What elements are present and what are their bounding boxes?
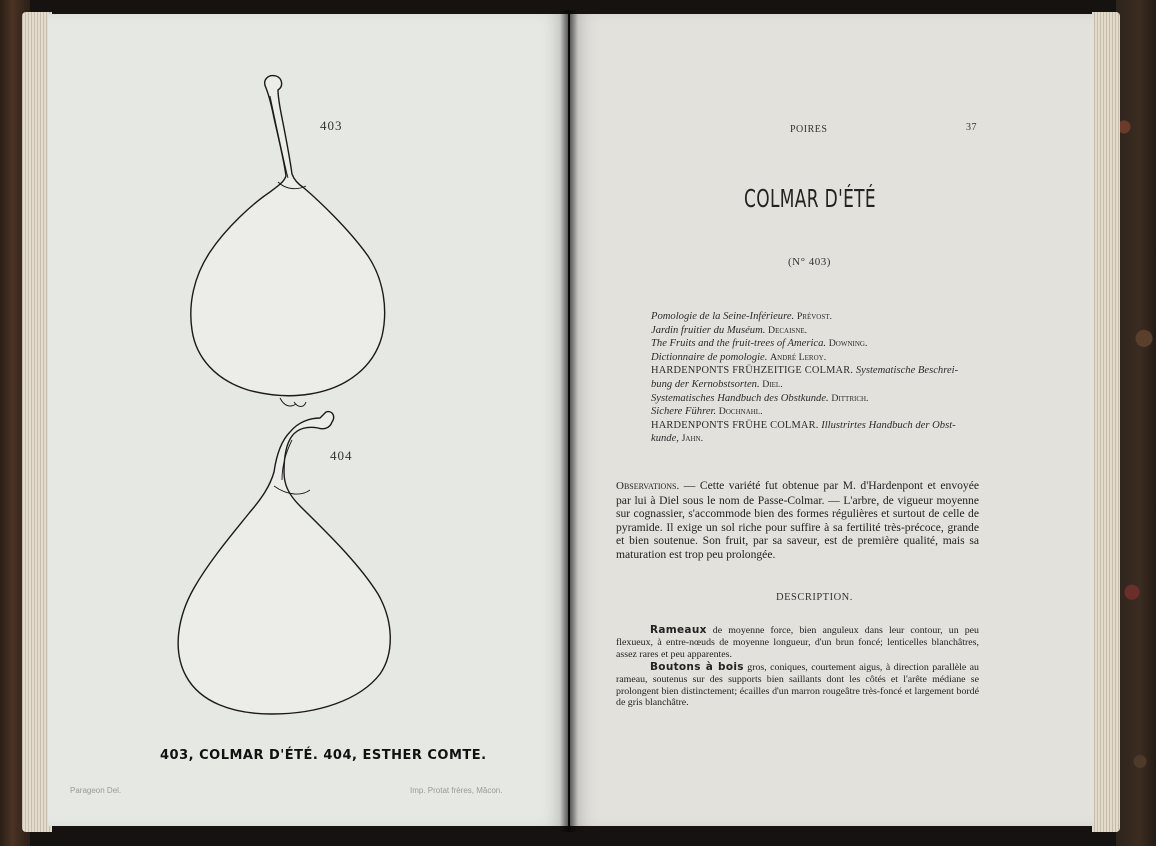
- references-list: [651, 310, 981, 446]
- plate-credit-printer: Imp. Protat frères, Mâcon.: [410, 786, 503, 795]
- pear-illustrations: [48, 14, 568, 826]
- plate-page: [48, 14, 568, 826]
- reference-item: [651, 310, 981, 324]
- reference-author: Decaisne.: [768, 324, 808, 336]
- reference-title: Systematische Beschrei-: [855, 365, 959, 377]
- reference-title: Sichere Führer.: [651, 406, 717, 418]
- reference-variety: HARDENPONTS FRÜHE COLMAR.: [651, 419, 819, 431]
- observations-paragraph: [616, 479, 979, 561]
- boutons-paragraph: [616, 662, 979, 709]
- pear-403-drawing: [191, 76, 385, 407]
- reference-item: [651, 405, 981, 419]
- pear-404-drawing: [178, 412, 390, 714]
- rameaux-text: de moyenne force, bien anguleux dans leur contour, un peu flexueux, à entre-nœuds de moyenne longueur, d'un brun foncé; lenticelles blanchâtres, assez rares et peu apparentes.: [616, 625, 979, 660]
- rameaux-label: Rameaux: [650, 624, 707, 636]
- text-page: [570, 14, 1094, 826]
- page-edges-right: [1092, 12, 1120, 832]
- reference-author: Downing.: [828, 338, 868, 350]
- boutons-text: gros, coniques, courtement aigus, à direction parallèle au rameau, soutenus sur des supports bien saillants dont les côtés et l'arête médiane se prolongent bien distinctement; écailles d'un marron rougeâtre très-foncé et largement bordé de gris blanchâtre.: [616, 662, 979, 709]
- rameaux-paragraph: [616, 625, 979, 660]
- reference-author: Diel.: [762, 378, 783, 390]
- page-title: COLMAR D'ÉTÉ: [744, 184, 876, 213]
- description-heading: DESCRIPTION.: [776, 592, 853, 603]
- reference-title: Systematisches Handbuch des Obstkunde.: [651, 392, 829, 404]
- reference-title: The Fruits and the fruit-trees of America.: [651, 338, 827, 350]
- title-wrap: [570, 184, 1050, 213]
- reference-title: Jardin fruitier du Muséum.: [651, 324, 766, 336]
- running-head: POIRES: [790, 124, 828, 135]
- observations-label: Observations.: [616, 480, 680, 492]
- reference-title: Illustrirtes Handbuch der Obst-: [821, 419, 956, 431]
- reference-item: [651, 392, 981, 406]
- book-cover-right: [1116, 0, 1156, 846]
- reference-author: Dittrich.: [831, 392, 869, 404]
- reference-author: Dochnahl.: [718, 406, 763, 418]
- reference-item: [651, 432, 981, 446]
- reference-title: Dictionnaire de pomologie.: [651, 351, 768, 363]
- figure-number-404: 404: [330, 448, 353, 463]
- reference-item: [651, 337, 981, 351]
- reference-item: [651, 378, 981, 392]
- reference-title: kunde,: [651, 433, 679, 445]
- page-number: 37: [966, 122, 977, 133]
- figure-number-403: 403: [320, 118, 343, 133]
- observations-text: — Cette variété fut obtenue par M. d'Hardenpont et envoyée par lui à Diel sous le nom de Passe-Colmar. — L'arbre, de vigueur moyenne sur cognassier, s'accommode bien des formes régulières et surtout de celle de pyramide. Il exige un sol riche pour suffire à sa fertilité très-précoce, grande et bien soutenue. Son fruit, par sa saveur, est de première qualité, mais sa maturation est trop peu prolongée.: [616, 479, 979, 561]
- reference-author: Jahn.: [681, 433, 704, 445]
- book-gutter: [560, 10, 578, 832]
- reference-author: André Leroy.: [770, 351, 827, 363]
- plate-caption: 403, COLMAR D'ÉTÉ. 404, ESTHER COMTE.: [160, 748, 487, 763]
- reference-author: Prévost.: [796, 311, 832, 322]
- reference-variety: HARDENPONTS FRÜHZEITIGE COLMAR.: [651, 365, 854, 377]
- reference-item: [651, 419, 981, 433]
- reference-item: [651, 324, 981, 338]
- reference-item: [651, 351, 981, 365]
- reference-item: [651, 364, 981, 378]
- reference-title: bung der Kernobstsorten.: [651, 378, 760, 390]
- reference-title: Pomologie de la Seine-Inférieure.: [651, 311, 795, 322]
- boutons-label: Boutons à bois: [650, 661, 744, 673]
- plate-credit-artist: Parageon Del.: [70, 786, 122, 795]
- variety-number: (N° 403): [788, 256, 831, 268]
